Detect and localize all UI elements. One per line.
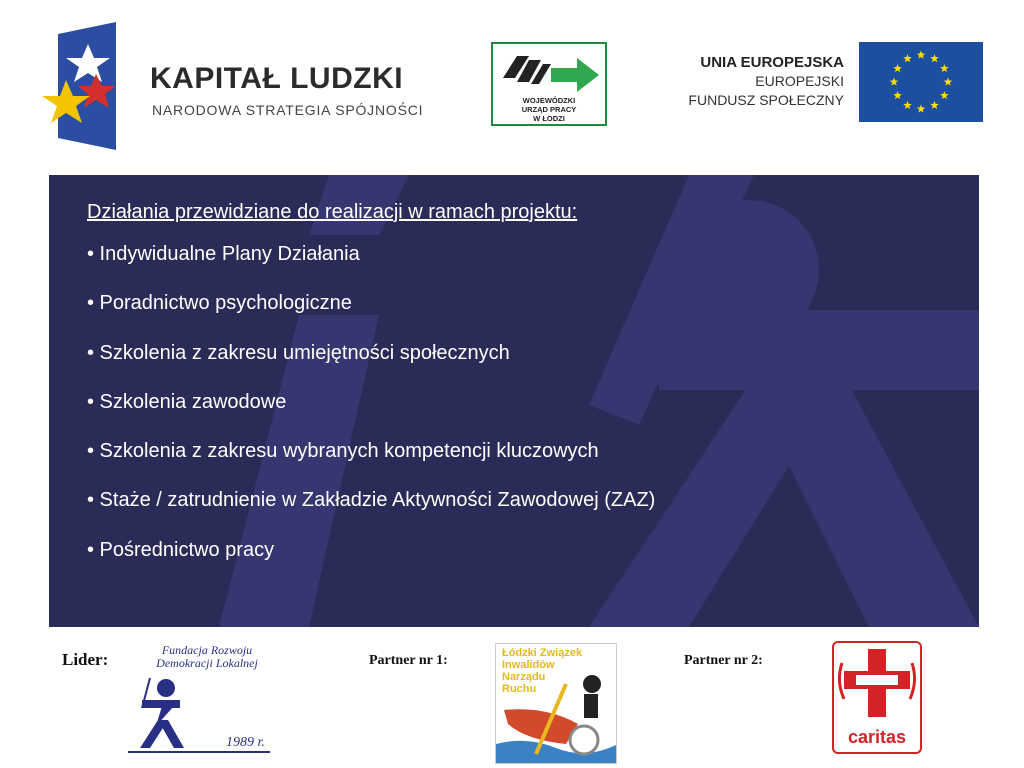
eu-star-icon (944, 78, 953, 86)
program-title: KAPITAŁ LUDZKI (150, 62, 404, 95)
wup-arrow-icon (499, 48, 603, 94)
wup-lodz-logo (491, 42, 607, 126)
list-item: • Szkolenia z zakresu umiejętności społecznych (87, 341, 510, 364)
list-item: • Indywidualne Plany Działania (87, 243, 360, 265)
caritas-logo (832, 641, 922, 754)
eu-title: UNIA EUROPEJSKA (700, 54, 844, 71)
eu-star-icon (890, 78, 899, 86)
wup-name: WOJEWÓDZKI URZĄD PRACY W ŁODZI (521, 96, 577, 123)
list-item: • Szkolenia zawodowe (87, 390, 287, 413)
eu-flag-icon (859, 42, 983, 122)
eu-star-icon (903, 101, 912, 109)
fundacja-year: 1989 r. (226, 735, 265, 750)
partner-1-name: Łódzki Związek Inwalidów Narządu Ruchu (502, 647, 583, 695)
fundacja-underline (128, 751, 270, 753)
list-item: • Poradnictwo psychologiczne (87, 292, 352, 315)
fundacja-figure-icon (128, 676, 198, 756)
eu-star-icon (917, 105, 926, 113)
esf-line-2: FUNDUSZ SPOŁECZNY (688, 92, 844, 108)
actions-list (87, 241, 655, 586)
partner-1-label: Partner nr 1: (369, 653, 448, 668)
list-item: • Staże / zatrudnienie w Zakładzie Aktywności Zawodowej (ZAZ) (87, 489, 656, 512)
eu-star-icon (930, 101, 939, 109)
eu-star-icon (940, 91, 949, 99)
fundacja-name: Fundacja Rozwoju Demokracji Lokalnej (156, 643, 258, 670)
eu-star-icon (893, 64, 902, 72)
esf-line-1: EUROPEJSKI (755, 73, 844, 89)
caritas-cross-icon (834, 643, 920, 723)
eu-star-icon (917, 51, 926, 59)
eu-star-icon (903, 54, 912, 62)
eu-star-icon (893, 91, 902, 99)
partner-2-label: Partner nr 2: (684, 653, 763, 668)
partner-1-logo (495, 643, 617, 764)
list-item: • Szkolenia z zakresu wybranych kompetencji kluczowych (87, 440, 599, 463)
program-subtitle: NARODOWA STRATEGIA SPÓJNOŚCI (152, 102, 424, 118)
list-item: • Pośrednictwo pracy (87, 538, 275, 561)
eu-caption (668, 53, 844, 110)
project-actions-panel (49, 175, 979, 627)
lider-label: Lider: (62, 650, 109, 669)
actions-heading: Działania przewidziane do realizacji w ramach projektu: (87, 201, 578, 223)
eu-star-icon (930, 54, 939, 62)
kapital-ludzki-logo-icon (40, 22, 120, 150)
eu-star-icon (940, 64, 949, 72)
caritas-wordmark: caritas (847, 727, 907, 747)
